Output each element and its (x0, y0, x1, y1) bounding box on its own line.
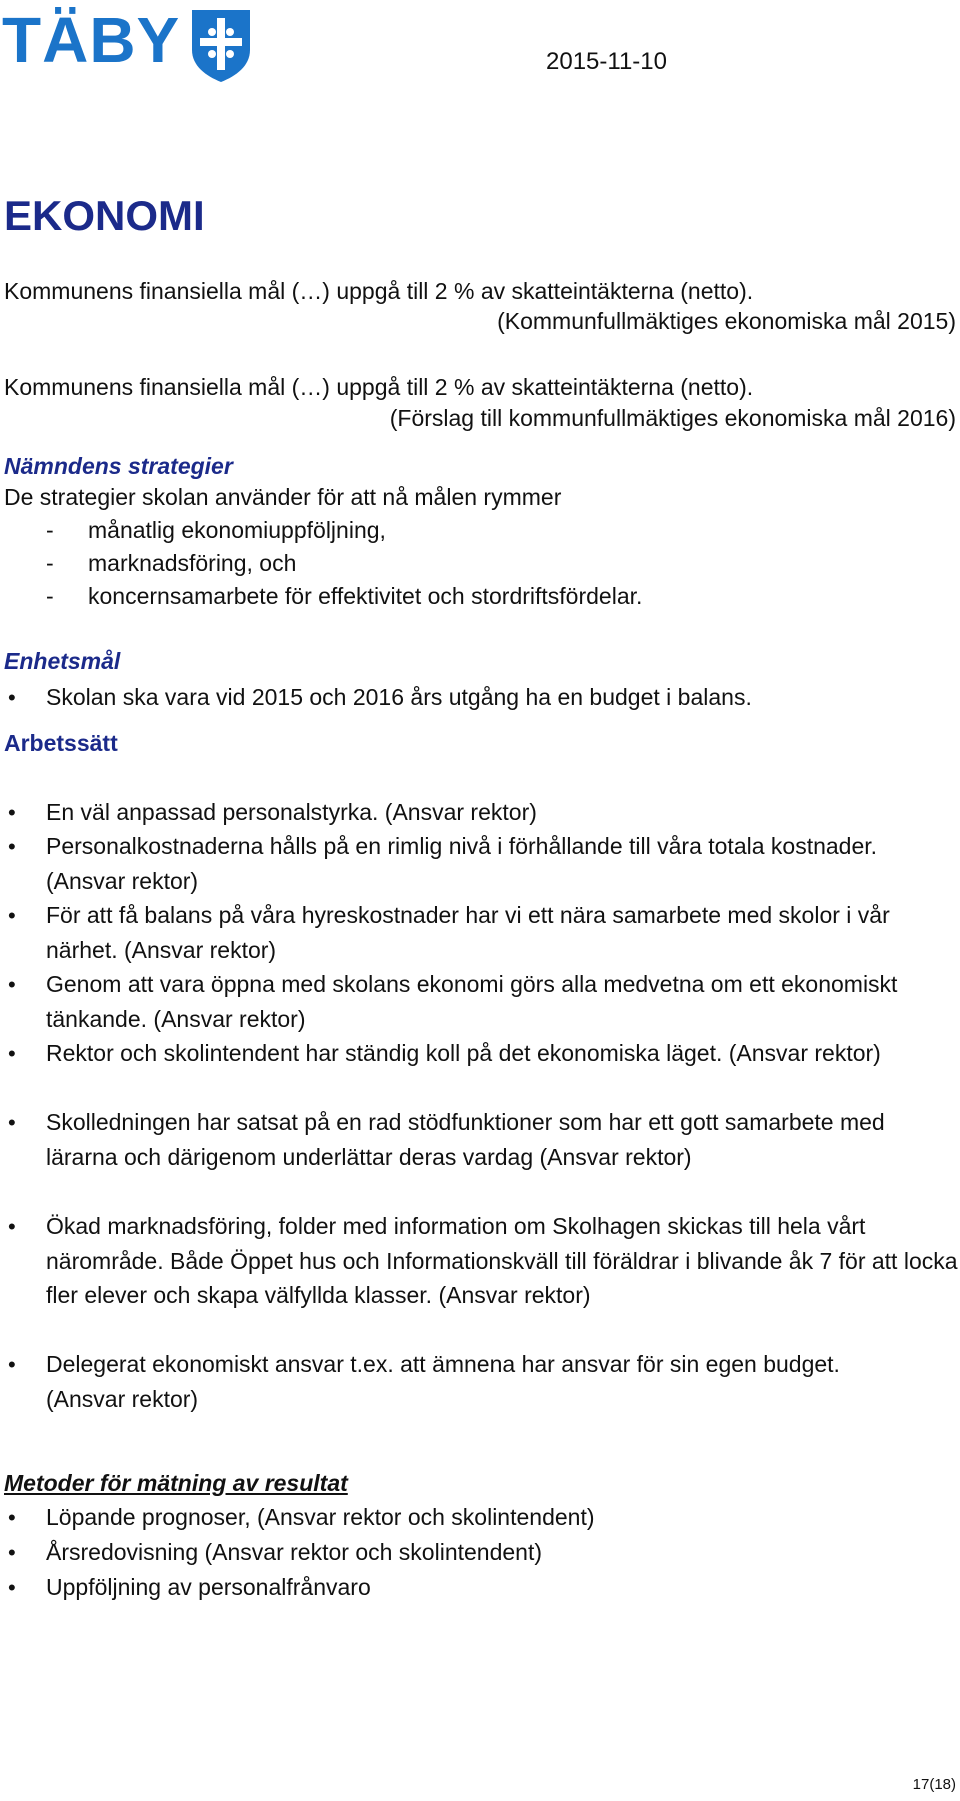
bullet-icon: • (8, 1352, 16, 1377)
method-item: Ökad marknadsföring, folder med information om Skolhagen skickas till hela vårt närområde. Både Öppet hus och Informationskväll till föräldrar i blivande åk 7 för att locka fler elever och skapa välfyllda klasser. (Ansvar rektor) (46, 1213, 958, 1308)
measurement-item: Löpande prognoser, (Ansvar rektor och skolintendent) (46, 1504, 595, 1530)
bullet-icon: • (8, 834, 16, 859)
method-item: Skolledningen har satsat på en rad stödfunktioner som har ett gott samarbete med lärarna och därigenom underlättar deras vardag (Ansvar rektor) (46, 1109, 885, 1170)
methods-heading: Arbetssätt (4, 730, 118, 756)
bullet-icon: • (8, 1505, 16, 1530)
strategy-dash: - (46, 550, 54, 576)
goal-2016-text: Kommunens finansiella mål (…) uppgå till 2 % av skatteintäkterna (netto). (4, 374, 754, 400)
method-item: Personalkostnaderna hålls på en rimlig nivå i förhållande till våra totala kostnader. (Ansvar rektor) (46, 833, 878, 894)
unit-goals-heading: Enhetsmål (4, 648, 121, 674)
bullet-icon: • (8, 972, 16, 997)
method-item: Delegerat ekonomiskt ansvar t.ex. att ämnena har ansvar för sin egen budget. (Ansvar rektor) (46, 1351, 840, 1412)
document-date: 2015-11-10 (546, 48, 667, 75)
taby-shield-logo-icon (190, 8, 252, 84)
goal-2015-text: Kommunens finansiella mål (…) uppgå till 2 % av skatteintäkterna (netto). (4, 278, 754, 304)
bullet-icon: • (8, 1110, 16, 1135)
method-item: Genom att vara öppna med skolans ekonomi görs alla medvetna om ett ekonomiskt tänkande. (Ansvar rektor) (46, 971, 898, 1032)
strategy-item: marknadsföring, och (88, 550, 297, 576)
strategies-heading: Nämndens strategier (4, 453, 233, 479)
bullet-icon: • (8, 1041, 16, 1066)
bullet-icon: • (8, 800, 16, 825)
bullet-icon: • (8, 1540, 16, 1565)
page-number: 17(18) (912, 1776, 956, 1793)
method-item: För att få balans på våra hyreskostnader har vi ett nära samarbete med skolor i vår närhet. (Ansvar rektor) (46, 902, 890, 963)
method-item: En väl anpassad personalstyrka. (Ansvar rektor) (46, 799, 537, 825)
bullet-icon: • (8, 685, 16, 710)
measurement-item: Årsredovisning (Ansvar rektor och skolintendent) (46, 1539, 543, 1565)
goal-2015-source: (Kommunfullmäktiges ekonomiska mål 2015) (497, 308, 956, 334)
strategy-dash: - (46, 583, 54, 609)
method-item: Rektor och skolintendent har ständig koll på det ekonomiska läget. (Ansvar rektor) (46, 1040, 881, 1066)
measurement-heading: Metoder för mätning av resultat (4, 1470, 348, 1496)
bullet-icon: • (8, 903, 16, 928)
bullet-icon: • (8, 1214, 16, 1239)
strategy-dash: - (46, 517, 54, 543)
taby-logo-text: TÄBY (2, 4, 181, 76)
strategy-item: koncernsamarbete för effektivitet och stordriftsfördelar. (88, 583, 643, 609)
page-title: EKONOMI (4, 192, 205, 239)
strategies-intro: De strategier skolan använder för att nå målen rymmer (4, 484, 562, 510)
unit-goal-item: Skolan ska vara vid 2015 och 2016 års utgång ha en budget i balans. (46, 684, 752, 710)
strategy-item: månatlig ekonomiuppföljning, (88, 517, 386, 543)
bullet-icon: • (8, 1575, 16, 1600)
goal-2016-source: (Förslag till kommunfullmäktiges ekonomiska mål 2016) (389, 405, 956, 431)
measurement-item: Uppföljning av personalfrånvaro (46, 1574, 371, 1600)
